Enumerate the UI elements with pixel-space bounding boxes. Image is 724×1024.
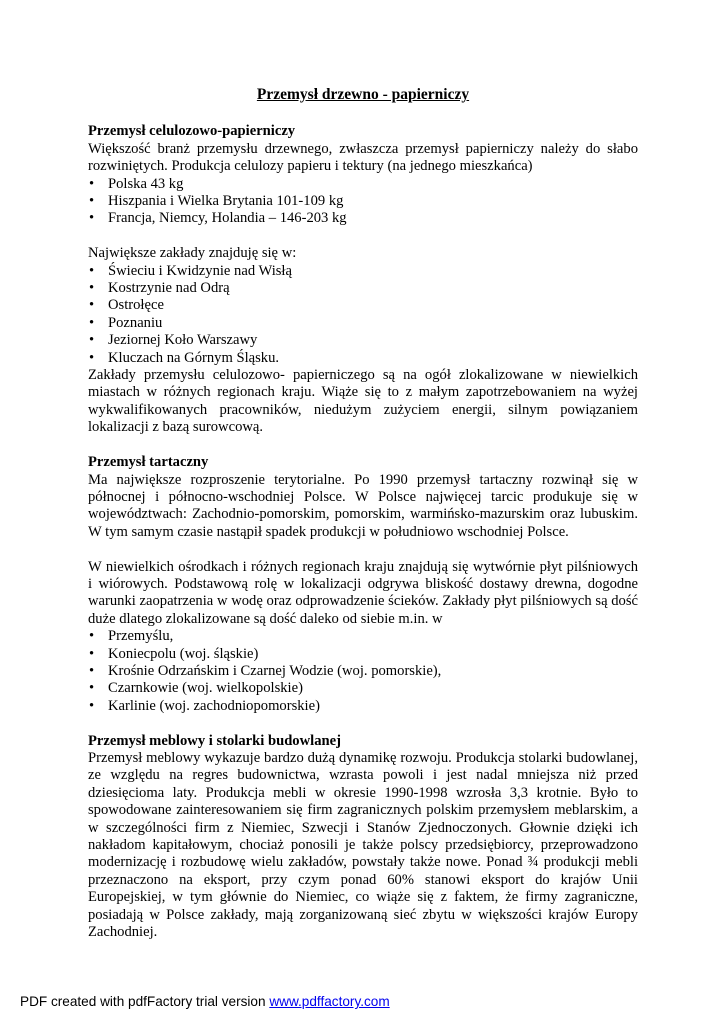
sawmill-text: Ma największe rozproszenie terytorialne. Po 1990 przemysł tartaczny rozwinął się w północnej i północno-wschodniej Polsce. W Polsce najwięcej tarcic produkuje się w województwach: Zachodnio-pomorskim, pomorskim, warmińsko-mazurskim oraz lubuskim. W tym samym czasie nastąpił spadek produkcji w południowo wschodniej Polsce.: [88, 471, 638, 540]
board-plants-list: [88, 628, 638, 715]
list-item: • Polska 43 kg: [88, 176, 638, 193]
document-page: [88, 86, 638, 941]
footer-text: PDF created with pdfFactory trial version: [20, 994, 270, 1009]
section-heading-furniture: Przemysł meblowy i stolarki budowlanej: [88, 732, 341, 749]
list-item: • Karlinie (woj. zachodniopomorskie): [88, 698, 638, 715]
list-item: • Krośnie Odrzańskim i Czarnej Wodzie (woj. pomorskie),: [88, 663, 638, 680]
list-item: • Koniecpolu (woj. śląskie): [88, 646, 638, 663]
list-item: • Hiszpania i Wielka Brytania 101-109 kg: [88, 193, 638, 210]
production-list: [88, 176, 638, 228]
pulp-location-text: Zakłady przemysłu celulozowo- papierniczego są na ogół zlokalizowane w niewielkich miastach w różnych regionach kraju. Wiąże się to z małym zapotrzebowaniem na wyżej wykwalifikowanych pracowników, niedużym zużyciem energii, silnym powiązaniem lokalizacji z bazą surowcową.: [88, 367, 638, 436]
pdffactory-link[interactable]: www.pdffactory.com: [269, 994, 390, 1009]
plants-intro: Największe zakłady znajduję się w:: [88, 245, 297, 262]
pulp-paper-intro: Większość branż przemysłu drzewnego, zwłaszcza przemysł papierniczy należy do słabo rozwiniętych. Produkcja celulozy papieru i tektury (na jednego mieszkańca): [88, 140, 638, 175]
list-item: • Poznaniu: [88, 315, 638, 332]
list-item: • Kostrzynie nad Odrą: [88, 280, 638, 297]
document-title: Przemysł drzewno - papierniczy: [256, 86, 470, 103]
list-item: • Przemyślu,: [88, 628, 638, 645]
section-heading-pulp-paper: Przemysł celulozowo-papierniczy: [88, 123, 296, 140]
list-item: • Kluczach na Górnym Śląsku.: [88, 350, 638, 367]
list-item: • Francja, Niemcy, Holandia – 146-203 kg: [88, 210, 638, 227]
pdf-footer: [20, 994, 390, 1009]
list-item: • Ostrołęce: [88, 297, 638, 314]
section-heading-sawmill: Przemysł tartaczny: [88, 454, 209, 471]
pulp-plants-list: [88, 263, 638, 367]
list-item: • Czarnkowie (woj. wielkopolskie): [88, 680, 638, 697]
list-item: • Jeziornej Koło Warszawy: [88, 332, 638, 349]
list-item: • Świeciu i Kwidzynie nad Wisłą: [88, 263, 638, 280]
boards-text: W niewielkich ośrodkach i różnych regionach kraju znajdują się wytwórnie płyt pilśniowych i wiórowych. Podstawową rolę w lokalizacji odgrywa bliskość dostawy drewna, dogodne warunki zaopatrzenia w wodę oraz odprowadzenie ścieków. Zakłady płyt pilśniowych są dość duże dlatego zlokalizowane są dość daleko od siebie m.in. w: [88, 558, 638, 627]
furniture-text: Przemysł meblowy wykazuje bardzo dużą dynamikę rozwoju. Produkcja stolarki budowlanej, ze względu na regres budownictwa, wzrasta powoli i jest nadal mniejsza niż przed dziesięciomа laty. Produkcja mebli w okresie 1990-1998 wzrosła 3,3 krotnie. Było to spowodowane zainteresowaniem się firm zagranicznych polskim przemysłem meblarskim, a w szczególności firm z Niemiec, Szwecji i Stanów Zjednoczonych. Głownie dzięki ich nakładom kapitałowym, chociaż ponosili je także polscy przedsiębiorcy, przeprowadzono modernizację i rozbudowę wielu zakładów, powstały także nowe. Ponad ¾ produkcji mebli przeznaczono na eksport, przy czym ponad 60% stanowi eksport do krajów Unii Europejskiej, w tym głównie do Niemiec, co wiąże się z faktem, że firmy zagraniczne, posiadają w Polsce zakłady, mają zorganizowaną sieć zbytu w większości krajów Europy Zachodniej.: [88, 749, 638, 941]
